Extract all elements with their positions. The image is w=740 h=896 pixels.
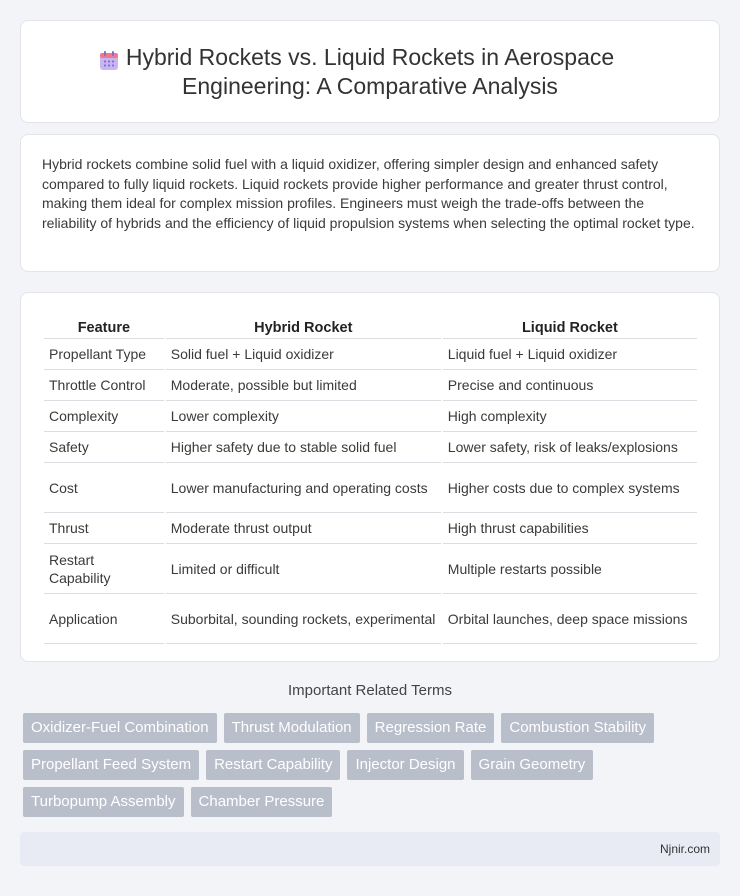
- calendar-icon: [97, 49, 121, 73]
- hybrid-cell: Lower manufacturing and operating costs: [166, 465, 441, 513]
- hybrid-cell: Higher safety due to stable solid fuel: [166, 434, 441, 463]
- intro-paragraph: Hybrid rockets combine solid fuel with a liquid oxidizer, offering simpler design and enhanced safety compared to fully liquid rockets. Liquid rockets provide higher performance and greater thrust control, making them ideal for complex mission profiles. Engineers must weigh the trade-offs between the reliability of hybrids and the efficiency of liquid propulsion systems when selecting the optimal rocket type.: [42, 156, 695, 231]
- related-terms-heading: Important Related Terms: [288, 682, 452, 699]
- table-row: [44, 596, 697, 644]
- hybrid-cell: Solid fuel + Liquid oxidizer: [166, 341, 441, 370]
- feature-cell: Throttle Control: [44, 372, 164, 401]
- feature-cell: Propellant Type: [44, 341, 164, 370]
- intro-card: [20, 134, 720, 272]
- liquid-cell: Orbital launches, deep space missions: [443, 596, 697, 644]
- footer: [20, 832, 720, 866]
- header-feature: Feature: [44, 317, 164, 339]
- feature-cell: Safety: [44, 434, 164, 463]
- feature-cell: Cost: [44, 465, 164, 513]
- related-term-tag[interactable]: Oxidizer-Fuel Combination: [23, 713, 217, 743]
- table-row: [44, 434, 697, 463]
- related-terms-list: [23, 713, 703, 817]
- liquid-cell: Lower safety, risk of leaks/explosions: [443, 434, 697, 463]
- feature-cell: Thrust: [44, 515, 164, 544]
- footer-site-link[interactable]: Njnir.com: [659, 842, 710, 856]
- hybrid-cell: Moderate, possible but limited: [166, 372, 441, 401]
- table-row: [44, 465, 697, 513]
- table-row: [44, 372, 697, 401]
- related-term-tag[interactable]: Turbopump Assembly: [23, 787, 184, 817]
- table-row: [44, 403, 697, 432]
- related-term-tag[interactable]: Grain Geometry: [471, 750, 594, 780]
- related-term-tag[interactable]: Restart Capability: [206, 750, 340, 780]
- feature-cell: Application: [44, 596, 164, 644]
- liquid-cell: High thrust capabilities: [443, 515, 697, 544]
- related-term-tag[interactable]: Thrust Modulation: [224, 713, 360, 743]
- title-wrap: [21, 43, 719, 101]
- liquid-cell: Precise and continuous: [443, 372, 697, 401]
- table-row: [44, 341, 697, 370]
- related-term-tag[interactable]: Propellant Feed System: [23, 750, 199, 780]
- header-liquid-rocket: Liquid Rocket: [443, 317, 697, 339]
- comparison-table: [42, 315, 699, 646]
- liquid-cell: Higher costs due to complex systems: [443, 465, 697, 513]
- hybrid-cell: Moderate thrust output: [166, 515, 441, 544]
- liquid-cell: Liquid fuel + Liquid oxidizer: [443, 341, 697, 370]
- hybrid-cell: Lower complexity: [166, 403, 441, 432]
- table-row: [44, 546, 697, 594]
- liquid-cell: Multiple restarts possible: [443, 546, 697, 594]
- hybrid-cell: Suborbital, sounding rockets, experimental: [166, 596, 441, 644]
- comparison-table-card: [20, 292, 720, 662]
- table-row: [44, 515, 697, 544]
- related-term-tag[interactable]: Combustion Stability: [501, 713, 654, 743]
- feature-cell: Restart Capability: [44, 546, 164, 594]
- related-term-tag[interactable]: Injector Design: [347, 750, 463, 780]
- related-term-tag[interactable]: Regression Rate: [367, 713, 495, 743]
- title-card: [20, 20, 720, 123]
- header-hybrid-rocket: Hybrid Rocket: [166, 317, 441, 339]
- feature-cell: Complexity: [44, 403, 164, 432]
- liquid-cell: High complexity: [443, 403, 697, 432]
- related-term-tag[interactable]: Chamber Pressure: [191, 787, 333, 817]
- hybrid-cell: Limited or difficult: [166, 546, 441, 594]
- page-title: Hybrid Rockets vs. Liquid Rockets in Aerospace Engineering: A Comparative Analysis: [125, 44, 615, 99]
- table-header-row: [44, 317, 697, 339]
